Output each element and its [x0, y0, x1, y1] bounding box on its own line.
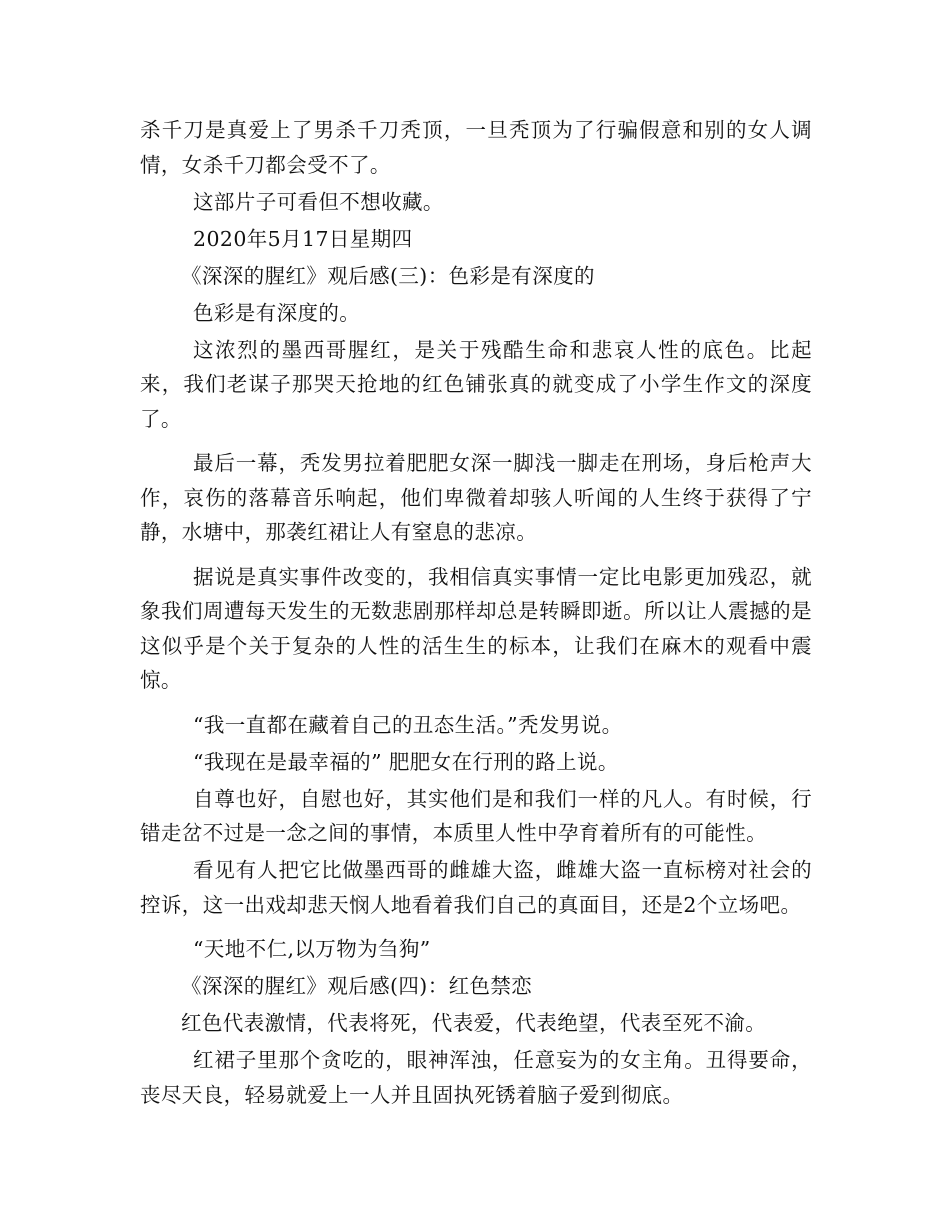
- section-heading-4: 《深深的腥红》观后感(四)：红色禁恋: [181, 974, 533, 998]
- quote-laozi: “天地不仁,以万物为刍狗”: [193, 937, 431, 961]
- paragraph-5: 色彩是有深度的。: [193, 300, 361, 325]
- paragraph-6: 这浓烈的墨西哥腥红，是关于残酷生命和悲哀人性的底色。比起来，我们老谋子那哭天抢地的红色铺张真的就变成了小学生作文的深度了。: [140, 337, 812, 431]
- document-body: [140, 113, 812, 1115]
- paragraph-16: 红裙子里那个贪吃的，眼神浑浊，任意妄为的女主角。丑得要命，丧尽天良，轻易就爱上一人并且固执死锈着脑子爱到彻底。: [140, 1048, 812, 1107]
- paragraph-15: 红色代表激情，代表将死，代表爱，代表绝望，代表至死不渝。: [181, 1011, 767, 1035]
- section-heading-3: 《深深的腥红》观后感(三)：色彩是有深度的: [181, 263, 595, 288]
- date-line: 2020年5月17日星期四: [193, 226, 413, 251]
- paragraph-11: 自尊也好，自慰也好，其实他们是和我们一样的凡人。有时候，行错走岔不过是一念之间的事情，本质里人性中孕育着所有的可能性。: [140, 786, 812, 845]
- quote-chubby-woman: “我现在是最幸福的” 肥肥女在行刑的路上说。: [193, 749, 619, 774]
- paragraph-12: 看见有人把它比做墨西哥的雌雄大盗，雌雄大盗一直标榜对社会的控诉，这一出戏却悲天悯人地看着我们自己的真面目，还是2个立场吧。: [140, 858, 812, 917]
- paragraph-8: 据说是真实事件改变的，我相信真实事情一定比电影更加残忍，就象我们周遭每天发生的无数悲剧那样却总是转瞬即逝。所以让人震撼的是这似乎是个关于复杂的人性的活生生的标本，让我们在麻木的观看中震惊。: [140, 564, 812, 692]
- paragraph-7: 最后一幕，秃发男拉着肥肥女深一脚浅一脚走在刑场，身后枪声大作，哀伤的落幕音乐响起，他们卑微着却骇人听闻的人生终于获得了宁静，水塘中，那袭红裙让人有窒息的悲凉。: [140, 451, 812, 544]
- paragraph-1: 杀千刀是真爱上了男杀千刀秃顶，一旦秃顶为了行骗假意和别的女人调情，女杀千刀都会受不了。: [140, 118, 812, 177]
- paragraph-2: 这部片子可看但不想收藏。: [193, 189, 444, 214]
- quote-bald-man: “我一直都在藏着自己的丑态生活。”秃发男说。: [193, 712, 623, 737]
